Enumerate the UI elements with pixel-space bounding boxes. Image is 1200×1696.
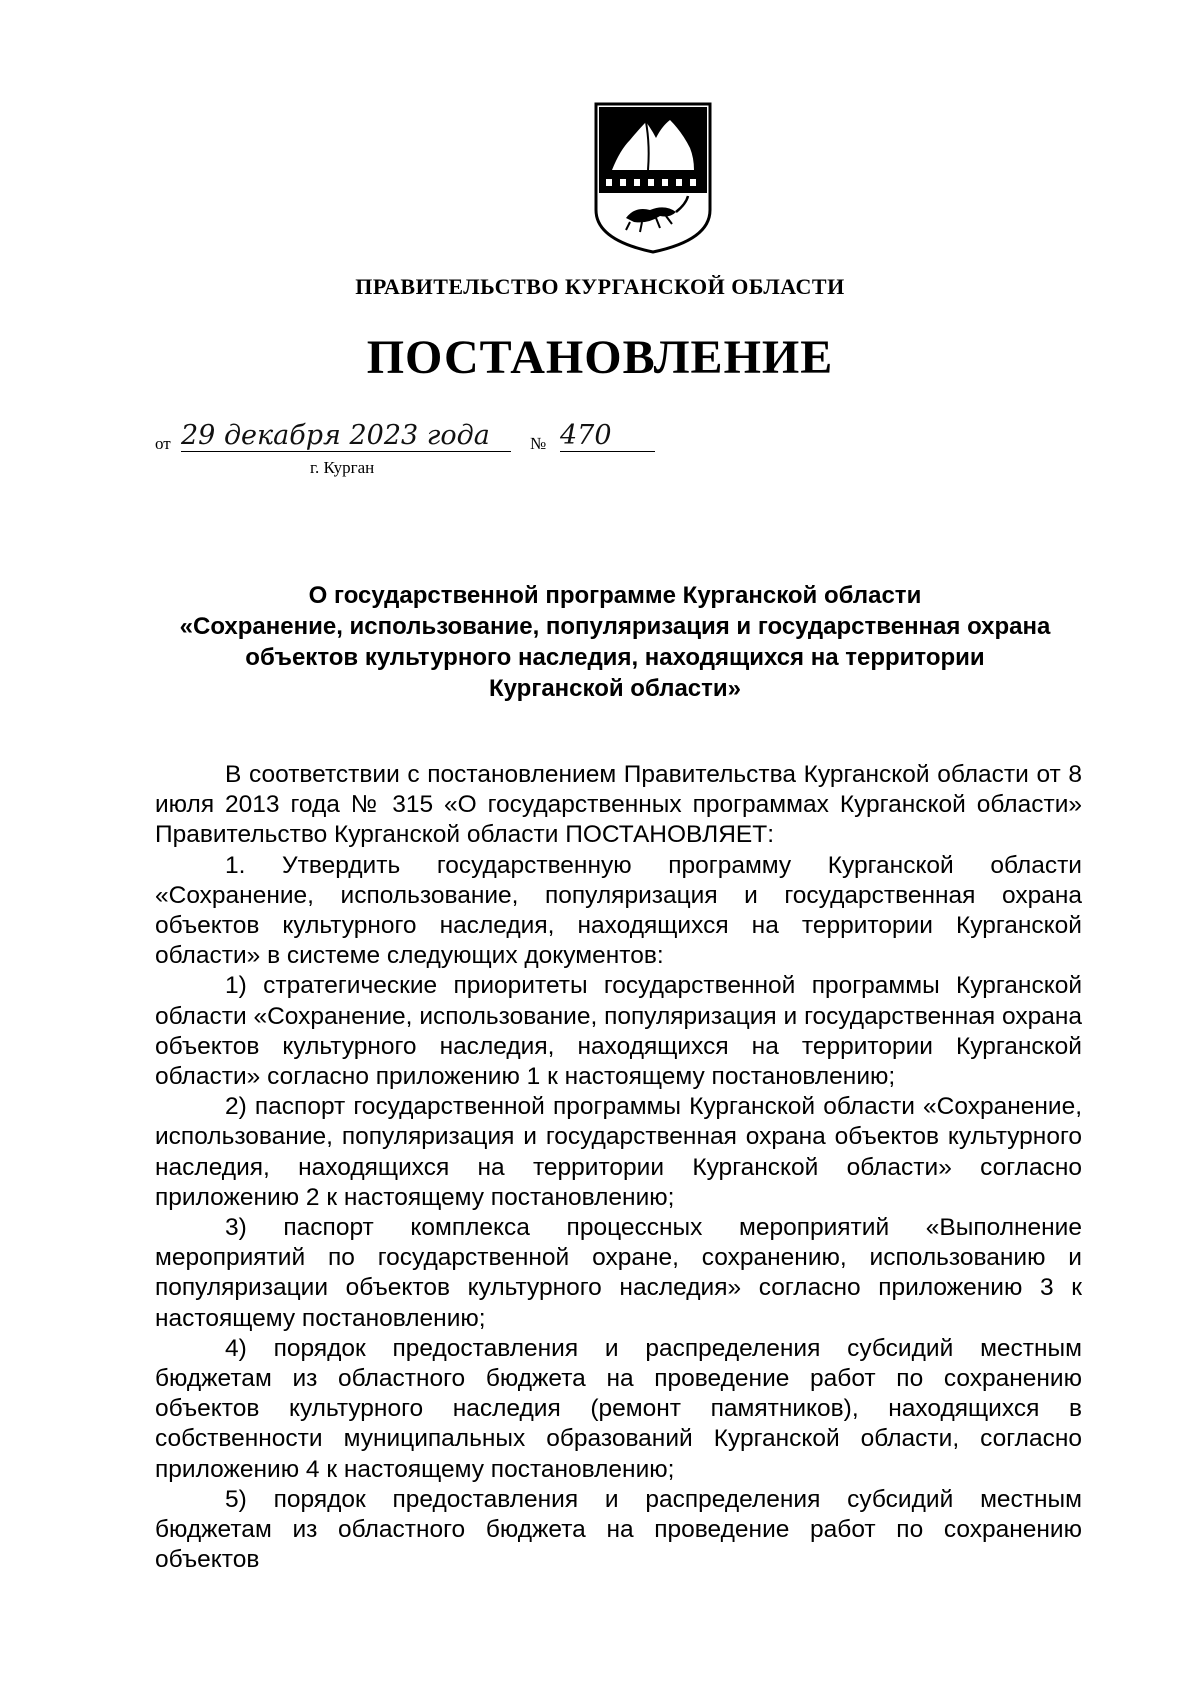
title-line: объектов культурного наследия, находящихся на территории [245,644,985,671]
document-body [155,760,1082,1575]
clause-1-paragraph: 1. Утвердить государственную программу Курганской области «Сохранение, использование, популяризация и государственная охрана объектов культурного наследия, находящихся на территории Курганской области» в системе следующих документов: [155,851,1082,970]
number-label: № [530,434,547,453]
preamble-paragraph: В соответствии с постановлением Правительства Курганской области от 8 июля 2013 года № 315 «О государственных программах Курганской области» Правительство Курганской области ПОСТАНОВЛЯЕТ: [155,761,1082,849]
subclause-5-paragraph: 5) порядок предоставления и распределения субсидий местным бюджетам из областного бюджета на проведение работ по сохранению объектов [155,1485,1082,1574]
subclause-1-paragraph: 1) стратегические приоритеты государственной программы Курганской области «Сохранение, использование, популяризация и государственная охрана объектов культурного наследия, находящихся на территории Курганской области» согласно приложению 1 к настоящему постановлению; [155,972,1082,1091]
issuing-authority: ПРАВИТЕЛЬСТВО КУРГАНСКОЙ ОБЛАСТИ [355,274,845,299]
subclause-2-paragraph: 2) паспорт государственной программы Курганской области «Сохранение, использование, популяризация и государственная охрана объектов культурного наследия, находящихся на территории Курганской области» согласно приложению 2 к настоящему постановлению; [155,1093,1082,1211]
coat-of-arms-emblem [590,100,716,256]
title-line: Курганской области» [489,675,741,702]
handwritten-date: 29 декабря 2023 года [181,420,511,452]
document-type-heading: ПОСТАНОВЛЕНИЕ [366,331,834,384]
subclause-3-paragraph: 3) паспорт комплекса процессных мероприятий «Выполнение мероприятий по государственной охране, сохранению, использованию и популяризации объектов культурного наследия» согласно приложению 3 к настоящему постановлению; [155,1214,1082,1332]
title-line: «Сохранение, использование, популяризация и государственная охрана [179,613,1051,640]
city-label: г. Курган [310,458,375,477]
document-meta [155,420,715,480]
date-from-label: от [155,434,171,453]
subclause-4-paragraph: 4) порядок предоставления и распределения субсидий местным бюджетам из областного бюджета на проведение работ по сохранению объектов культурного наследия (ремонт памятников), находящихся в собственности муниципальных образований Курганской области, согласно приложению 4 к настоящему постановлению; [155,1334,1082,1483]
document-title [150,580,1080,704]
handwritten-number: 470 [560,420,655,452]
title-line: О государственной программе Курганской области [308,582,922,609]
